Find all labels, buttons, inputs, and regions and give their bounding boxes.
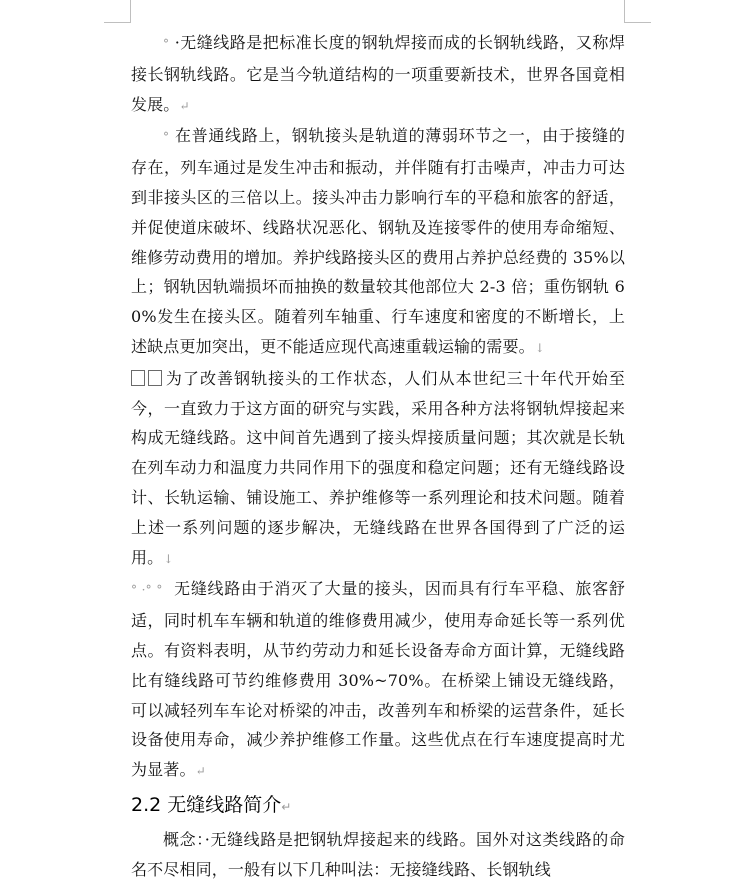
document-body[interactable]	[131, 28, 625, 885]
paragraph-mark-icon: ↵	[179, 98, 190, 113]
paragraph-5[interactable]	[131, 825, 625, 885]
paragraph-mark-icon: ↵	[281, 799, 292, 814]
missing-glyph-box-icon	[148, 370, 162, 386]
paragraph-text: 为了改善钢轨接头的工作状态，人们从本世纪三十年代开始至今，一直致力于这方面的研究与实践，采用各种方法将钢轨焊接起来构成无缝线路。这中间首先遇到了接头焊接质量问题；其次就是长轨在列车动力和温度力共同作用下的强度和稳定问题；还有无缝线路设计、长轨运输、铺设施工、养护维修等一系列理论和技术问题。随着上述一系列问题的逐步解决，无缝线路在世界各国得到了广泛的运用。	[131, 368, 625, 567]
section-heading[interactable]	[131, 789, 625, 823]
format-mark: ° ·° °	[131, 583, 163, 598]
paragraph-4[interactable]	[131, 574, 625, 787]
missing-glyph-box-icon	[131, 370, 145, 386]
paragraph-text: 无缝线路由于消灭了大量的接头，因而具有行车平稳、旅客舒适，同时机车车辆和轨道的维修费用减少，使用寿命延长等一系列优点。有资料表明，从节约劳动力和延长设备寿命方面计算，无缝线路比有缝线路可节约维修费用 30%~70%。在桥梁上铺设无缝线路，可以减轻列车车论对桥梁的冲击，改善列车和桥梁的运营条件，延长设备使用寿命，减少养护维修工作量。这些优点在行车速度提高时尤为显著。	[131, 579, 625, 780]
paragraph-3[interactable]	[131, 364, 625, 575]
paragraph-2[interactable]	[131, 121, 625, 363]
format-mark: °	[163, 130, 170, 145]
line-break-mark-icon: ↓	[163, 551, 174, 566]
section-heading-text: 2.2 无缝线路简介	[131, 793, 282, 816]
line-break-mark-icon: ↓	[534, 340, 545, 355]
margin-corner-top-right	[624, 0, 651, 23]
paragraph-text: ·无缝线路是把标准长度的钢轨焊接而成的长钢轨线路，又称焊接长钢轨线路。它是当今轨道结构的一项重要新技术，世界各国竟相发展。	[131, 33, 625, 114]
paragraph-1[interactable]	[131, 28, 625, 121]
paragraph-mark-icon: ↵	[195, 764, 206, 779]
format-mark: °	[163, 37, 170, 51]
paragraph-text: 概念：·无缝线路是把钢轨焊接起来的线路。国外对这类线路的命名不尽相同，一般有以下几种叫法：无接缝线路、长钢轨线	[131, 829, 625, 879]
margin-corner-top-left	[104, 0, 131, 23]
paragraph-text: 在普通线路上，钢轨接头是轨道的薄弱环节之一，由于接缝的存在，列车通过是发生冲击和振动，并伴随有打击噪声，冲击力可达到非接头区的三倍以上。接头冲击力影响行车的平稳和旅客的舒适，并促使道床破坏、线路状况恶化、钢轨及连接零件的使用寿命缩短、维修劳动费用的增加。养护线路接头区的费用占养护总经费的 35%以上；钢轨因轨端损坏而抽换的数量较其他部位大 2-3 倍；重伤钢轨 60%发生在接头区。随着列车轴重、行车速度和密度的不断增长，上述缺点更加突出，更不能适应现代高速重载运输的需要。	[131, 126, 625, 356]
